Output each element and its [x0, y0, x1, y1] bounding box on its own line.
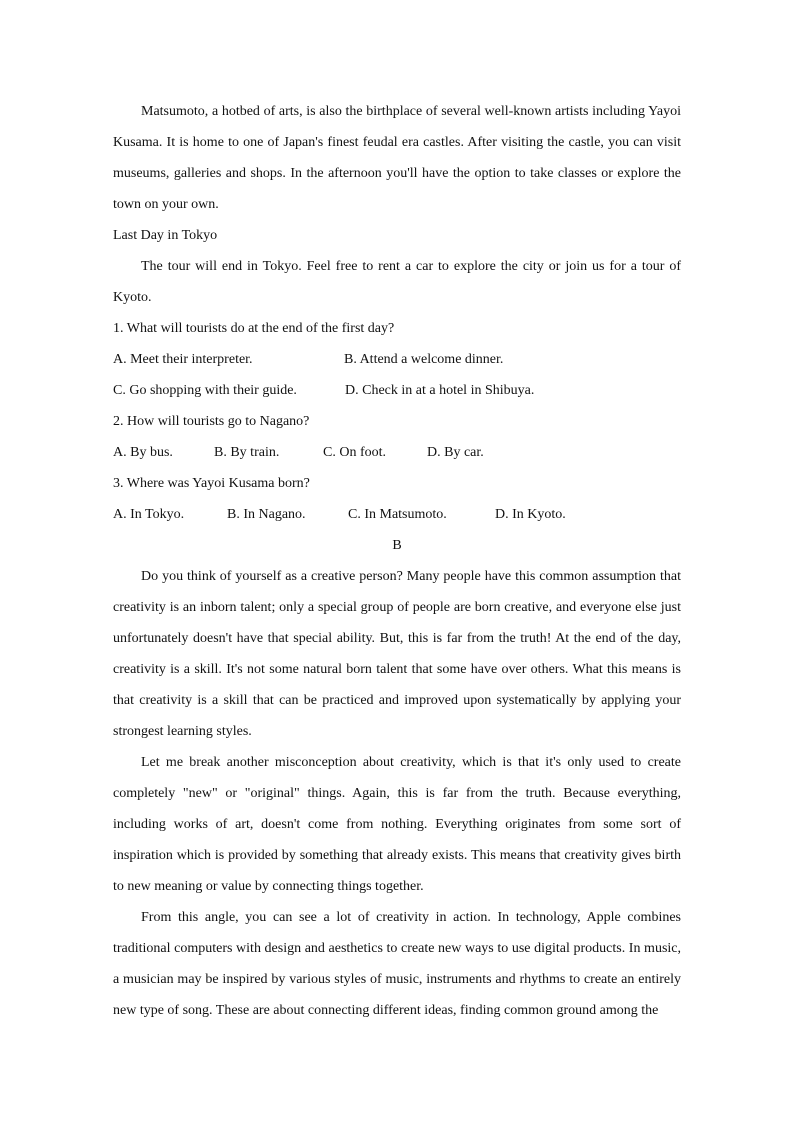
option-d: D. Check in at a hotel in Shibuya.: [345, 383, 535, 398]
intro-paragraph: Matsumoto, a hotbed of arts, is also the birthplace of several well-known artists including Yayoi Kusama. It is home to one of Japan's finest feudal era castles. After visiting the castle, you can visit museums, galleries and shops. In the afternoon you'll have the option to take classes or explore the town on your own.: [113, 104, 681, 212]
question-1: 1. What will tourists do at the end of the first day?: [113, 321, 395, 336]
question-1-options: [113, 344, 681, 375]
question-1-options-cd: [113, 375, 681, 406]
question-2-options: [113, 437, 681, 468]
question-3: 3. Where was Yayoi Kusama born?: [113, 476, 310, 491]
passage-b-paragraph-1: Do you think of yourself as a creative person? Many people have this common assumption that creativity is an inborn talent; only a special group of people are born creative, and everyone else just unfortunately doesn't have that special ability. But, this is far from the truth! At the end of the day, creativity is a skill. It's not some natural born talent that some have over others. What this means is that creativity is a skill that can be practiced and improved upon systematically by applying your strongest learning styles.: [113, 569, 681, 739]
option-b: B. In Nagano.: [227, 507, 306, 522]
section-b-label: B: [392, 538, 402, 553]
option-a: A. Meet their interpreter.: [113, 352, 253, 367]
passage-b-paragraph-2: Let me break another misconception about creativity, which is that it's only used to create completely "new" or "original" things. Again, this is far from the truth. Because everything, including works of art, doesn't come from nothing. Everything originates from some sort of inspiration which is provided by something that already exists. This means that creativity gives birth to new meaning or value by connecting things together.: [113, 755, 681, 894]
passage-b-paragraph-3: From this angle, you can see a lot of creativity in action. In technology, Apple combines traditional computers with design and aesthetics to create new ways to use digital products. In music, a musician may be inspired by various styles of music, instruments and rhythms to create an entirely new type of song. These are about connecting different ideas, finding common ground among the: [113, 910, 681, 1018]
last-day-paragraph: The tour will end in Tokyo. Feel free to rent a car to explore the city or join us for a tour of Kyoto.: [113, 259, 681, 305]
option-a: A. By bus.: [113, 445, 173, 460]
option-d: D. In Kyoto.: [495, 507, 566, 522]
option-b: B. By train.: [214, 445, 280, 460]
option-c: C. Go shopping with their guide.: [113, 383, 297, 398]
document-page: [113, 96, 681, 1026]
question-3-options: [113, 499, 681, 530]
option-c: C. On foot.: [323, 445, 386, 460]
question-2: 2. How will tourists go to Nagano?: [113, 414, 310, 429]
last-day-heading: Last Day in Tokyo: [113, 228, 218, 243]
option-a: A. In Tokyo.: [113, 507, 185, 522]
option-c: C. In Matsumoto.: [348, 507, 447, 522]
option-b: B. Attend a welcome dinner.: [344, 352, 504, 367]
option-d: D. By car.: [427, 445, 484, 460]
